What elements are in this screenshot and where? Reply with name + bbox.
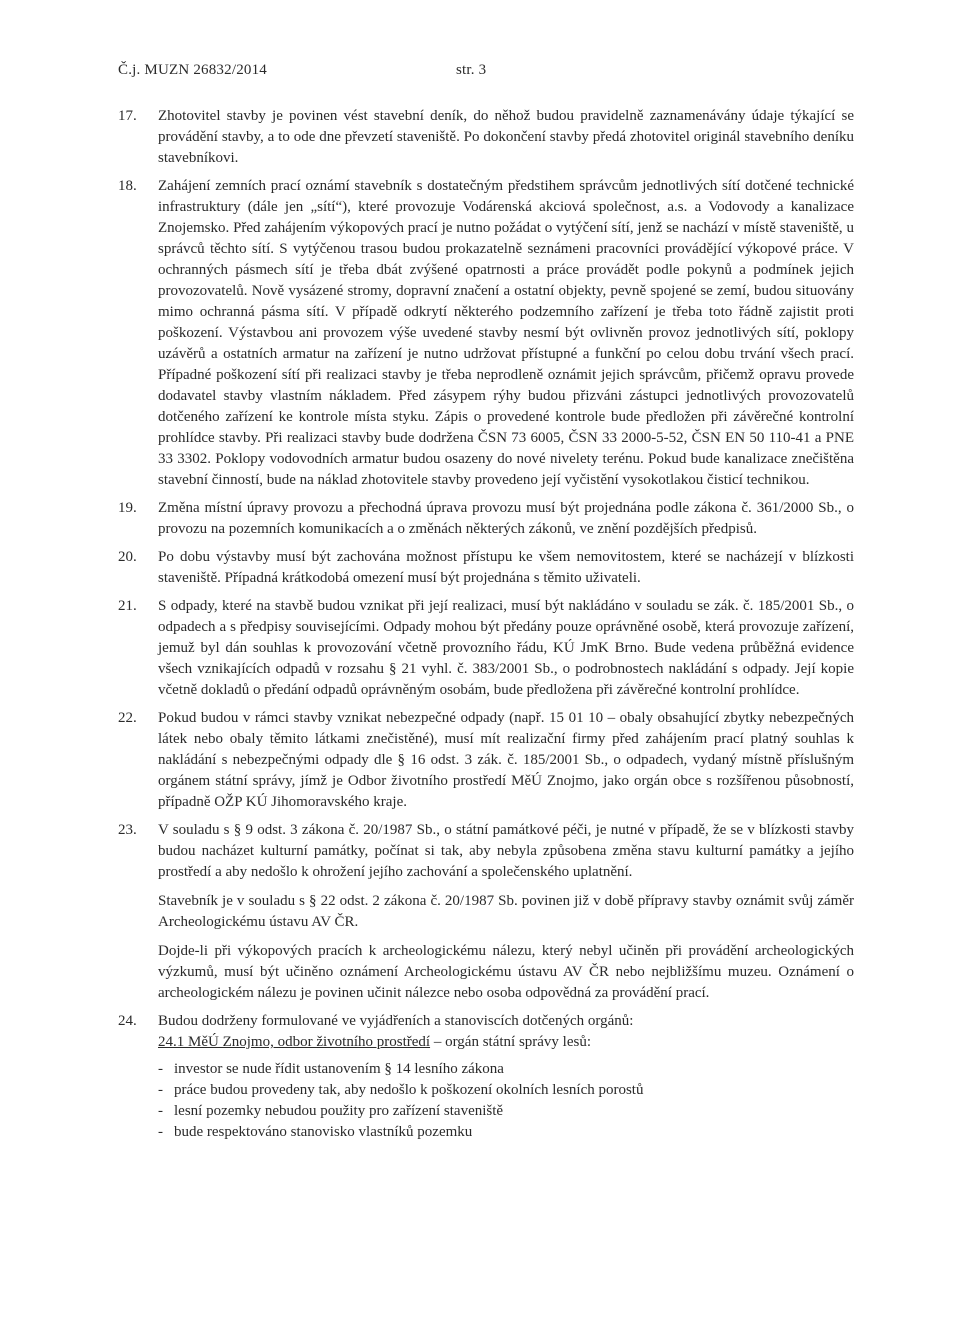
item-text: Zahájení zemních prací oznámí stavebník s dostatečným předstihem správcům jednotlivých sítí dotčené technické infrastruktury (dále jen „sítí“), které provozuje Vodárenská akciová společnost, a.s. a Vodovody a kanalizace Znojemsko. Před zahájením výkopových prací je nutno požádat o vytýčení sítí, jenž se nachází v místě staveniště, u správců těchto sítí. S vytýčenou trasou budou prokazatelně seznámeni pracovníci provádějící výkopové práce. V ochranných pásmech sítí je třeba dbát zvýšené opatrnosti a práce provádět podle pokynů a podmínek jejich provozovatelů. Nově vysázené stromy, dopravní značení a ostatní objekty, pevně spojené se zemí, budou situovány mimo ochranná pásma sítí. V případě odkrytí některého podzemního zařízení je třeba toto řádně zajistit proti poškození. Výstavbou ani provozem výše uvedené stavby nesmí být ovlivněn provoz jednotlivých sítí, poklopy uzávěrů a ostatních armatur na zařízení je nutno udržovat přístupné a funkční po celou dobu trvání všech prací. Případné poškození sítí při realizaci stavby je třeba neprodleně oznámit jejich správcům, přičemž opravu provede dodavatel stavby vlastním nákladem. Před zásypem rýhy budou přizváni zástupci jednotlivých provozovatelů dotčeného zařízení ke kontrole místa styku. Zápis o provedené kontrole bude předložen při závěrečné kontrolní prohlídce stavby. Při realizaci stavby bude dodržena ČSN 73 6005, ČSN 33 2000-5-52, ČSN EN 50 110-41 a PNE 33 3302. Poklopy vodovodních armatur budou osazeny do nové nivelety terénu. Pokud bude kanalizace znečištěna stavební činností, bude na náklad zhotovitele stavby provedeno její vyčistění vysokotlakou čisticí technikou. — [158, 178, 854, 488]
list-item: - investor se nude řídit ustanovením § 14 lesního zákona — [158, 1061, 504, 1077]
item-number: 21. — [118, 598, 137, 614]
item-text: Po dobu výstavby musí být zachována možnost přístupu ke všem nemovitostem, které se nacházejí v blízkosti staveniště. Případná krátkodobá omezení musí být projednána s těmito uživateli. — [158, 549, 854, 586]
subsection-heading — [158, 1032, 854, 1053]
item-number: 17. — [118, 108, 137, 124]
list-item-text: investor se nude řídit ustanovením § 14 lesního zákona — [174, 1061, 504, 1077]
item-text-paragraph: Stavebník je v souladu s § 22 odst. 2 zákona č. 20/1987 Sb. povinen již v době přípravy stavby oznámit svůj záměr Archeologickému ústavu AV ČR. — [158, 893, 854, 930]
reference-number: Č.j. MUZN 26832/2014 — [118, 62, 268, 78]
condition-item — [118, 106, 854, 169]
list-item: - lesní pozemky nebudou použity pro zařízení staveniště — [158, 1103, 504, 1119]
item-text: Pokud budou v rámci stavby vznikat nebezpečné odpady (např. 15 01 10 – obaly obsahující zbytky nebezpečných látek nebo obaly těmito látkami znečistěné), musí mít realizační firmy před zahájením prací platný souhlas k nakládání s nebezpečnými odpady dle § 16 odst. 3 zák. č. 185/2001 Sb., o odpadech, vydaný místně příslušným orgánem státní správy, jímž je Odbor životního prostředí MěÚ Znojmo, jako orgán obce s rozšířenou působností, případně OŽP KÚ Jihomoravského kraje. — [158, 710, 854, 810]
condition-item — [118, 498, 854, 540]
item-text: V souladu s § 9 odst. 3 zákona č. 20/1987 Sb., o státní památkové péči, je nutné v případě, že se v blízkosti stavby budou nacházet kulturní památky, počínat si tak, aby nebyla způsobena změna stavu kulturní památky a jejího prostředí a aby nedošlo k ohrožení jejího zachování a společenského uplatnění. — [158, 822, 854, 880]
list-item: - bude respektováno stanovisko vlastníků pozemku — [158, 1124, 473, 1140]
condition-item — [118, 547, 854, 589]
condition-item — [118, 596, 854, 701]
item-number: 20. — [118, 549, 137, 565]
item-number: 18. — [118, 178, 137, 194]
item-number: 23. — [118, 822, 137, 838]
condition-item — [118, 708, 854, 813]
item-text: Zhotovitel stavby je povinen vést stavební deník, do něhož budou pravidelně zaznamenávány údaje týkající se provádění stavby, a to ode dne převzetí staveniště. Po dokončení stavby předá zhotovitel originál stavebního deníku stavebníkovi. — [158, 108, 854, 166]
bullet-list — [158, 1059, 854, 1143]
item-text: Budou dodrženy formulované ve vyjádřeních a stanoviscích dotčených orgánů: — [158, 1013, 634, 1029]
list-item-text: bude respektováno stanovisko vlastníků pozemku — [174, 1124, 473, 1140]
condition-item — [118, 1011, 854, 1143]
list-item-text: lesní pozemky nebudou použity pro zařízení staveniště — [174, 1103, 504, 1119]
item-text-paragraph: Dojde-li při výkopových pracích k archeologickému nálezu, který nebyl učiněn při provádění archeologických výzkumů, musí být učiněno oznámení Archeologickému ústavu AV ČR nebo nejbližšímu muzeu. Oznámení o archeologickém nálezu je povinen učinit nálezce nebo osoba odpovědná za provádění prací. — [158, 943, 854, 1001]
document-body — [118, 106, 854, 1150]
item-number: 19. — [118, 500, 137, 516]
list-item: - práce budou provedeny tak, aby nedošlo k poškození okolních lesních porostů — [158, 1082, 644, 1098]
item-number: 24. — [118, 1013, 137, 1029]
condition-item — [118, 176, 854, 491]
subsection-title-rest: – orgán státní správy lesů: — [430, 1034, 592, 1050]
item-number: 22. — [118, 710, 137, 726]
item-text: Změna místní úpravy provozu a přechodná úprava provozu musí být projednána podle zákona č. 361/2000 Sb., o provozu na pozemních komunikacích a o změnách některých zákonů, ve znění pozdějších předpisů. — [158, 500, 854, 537]
condition-item — [118, 820, 854, 1004]
list-item-text: práce budou provedeny tak, aby nedošlo k poškození okolních lesních porostů — [174, 1082, 644, 1098]
subsection-title: 24.1 MěÚ Znojmo, odbor životního prostředí — [158, 1034, 431, 1050]
item-text: S odpady, které na stavbě budou vznikat při její realizaci, musí být nakládáno v souladu se zák. č. 185/2001 Sb., o odpadech a s předpisy souvisejícími. Odpady mohou být předány pouze oprávněné osobě, která provozuje zařízení, jemuž byl dán souhlas k provozování včetně provozního řádu, KÚ JmK Brno. Bude vedena průběžná evidence všech vznikajících odpadů v rozsahu § 21 vyhl. č. 383/2001 Sb., o podrobnostech nakládání s odpady. Její kopie včetně dokladů o předání odpadů oprávněným osobám, bude předložena při závěrečné kontrolní prohlídce. — [158, 598, 854, 698]
page-number: str. 3 — [456, 62, 487, 78]
page-header — [118, 62, 487, 79]
